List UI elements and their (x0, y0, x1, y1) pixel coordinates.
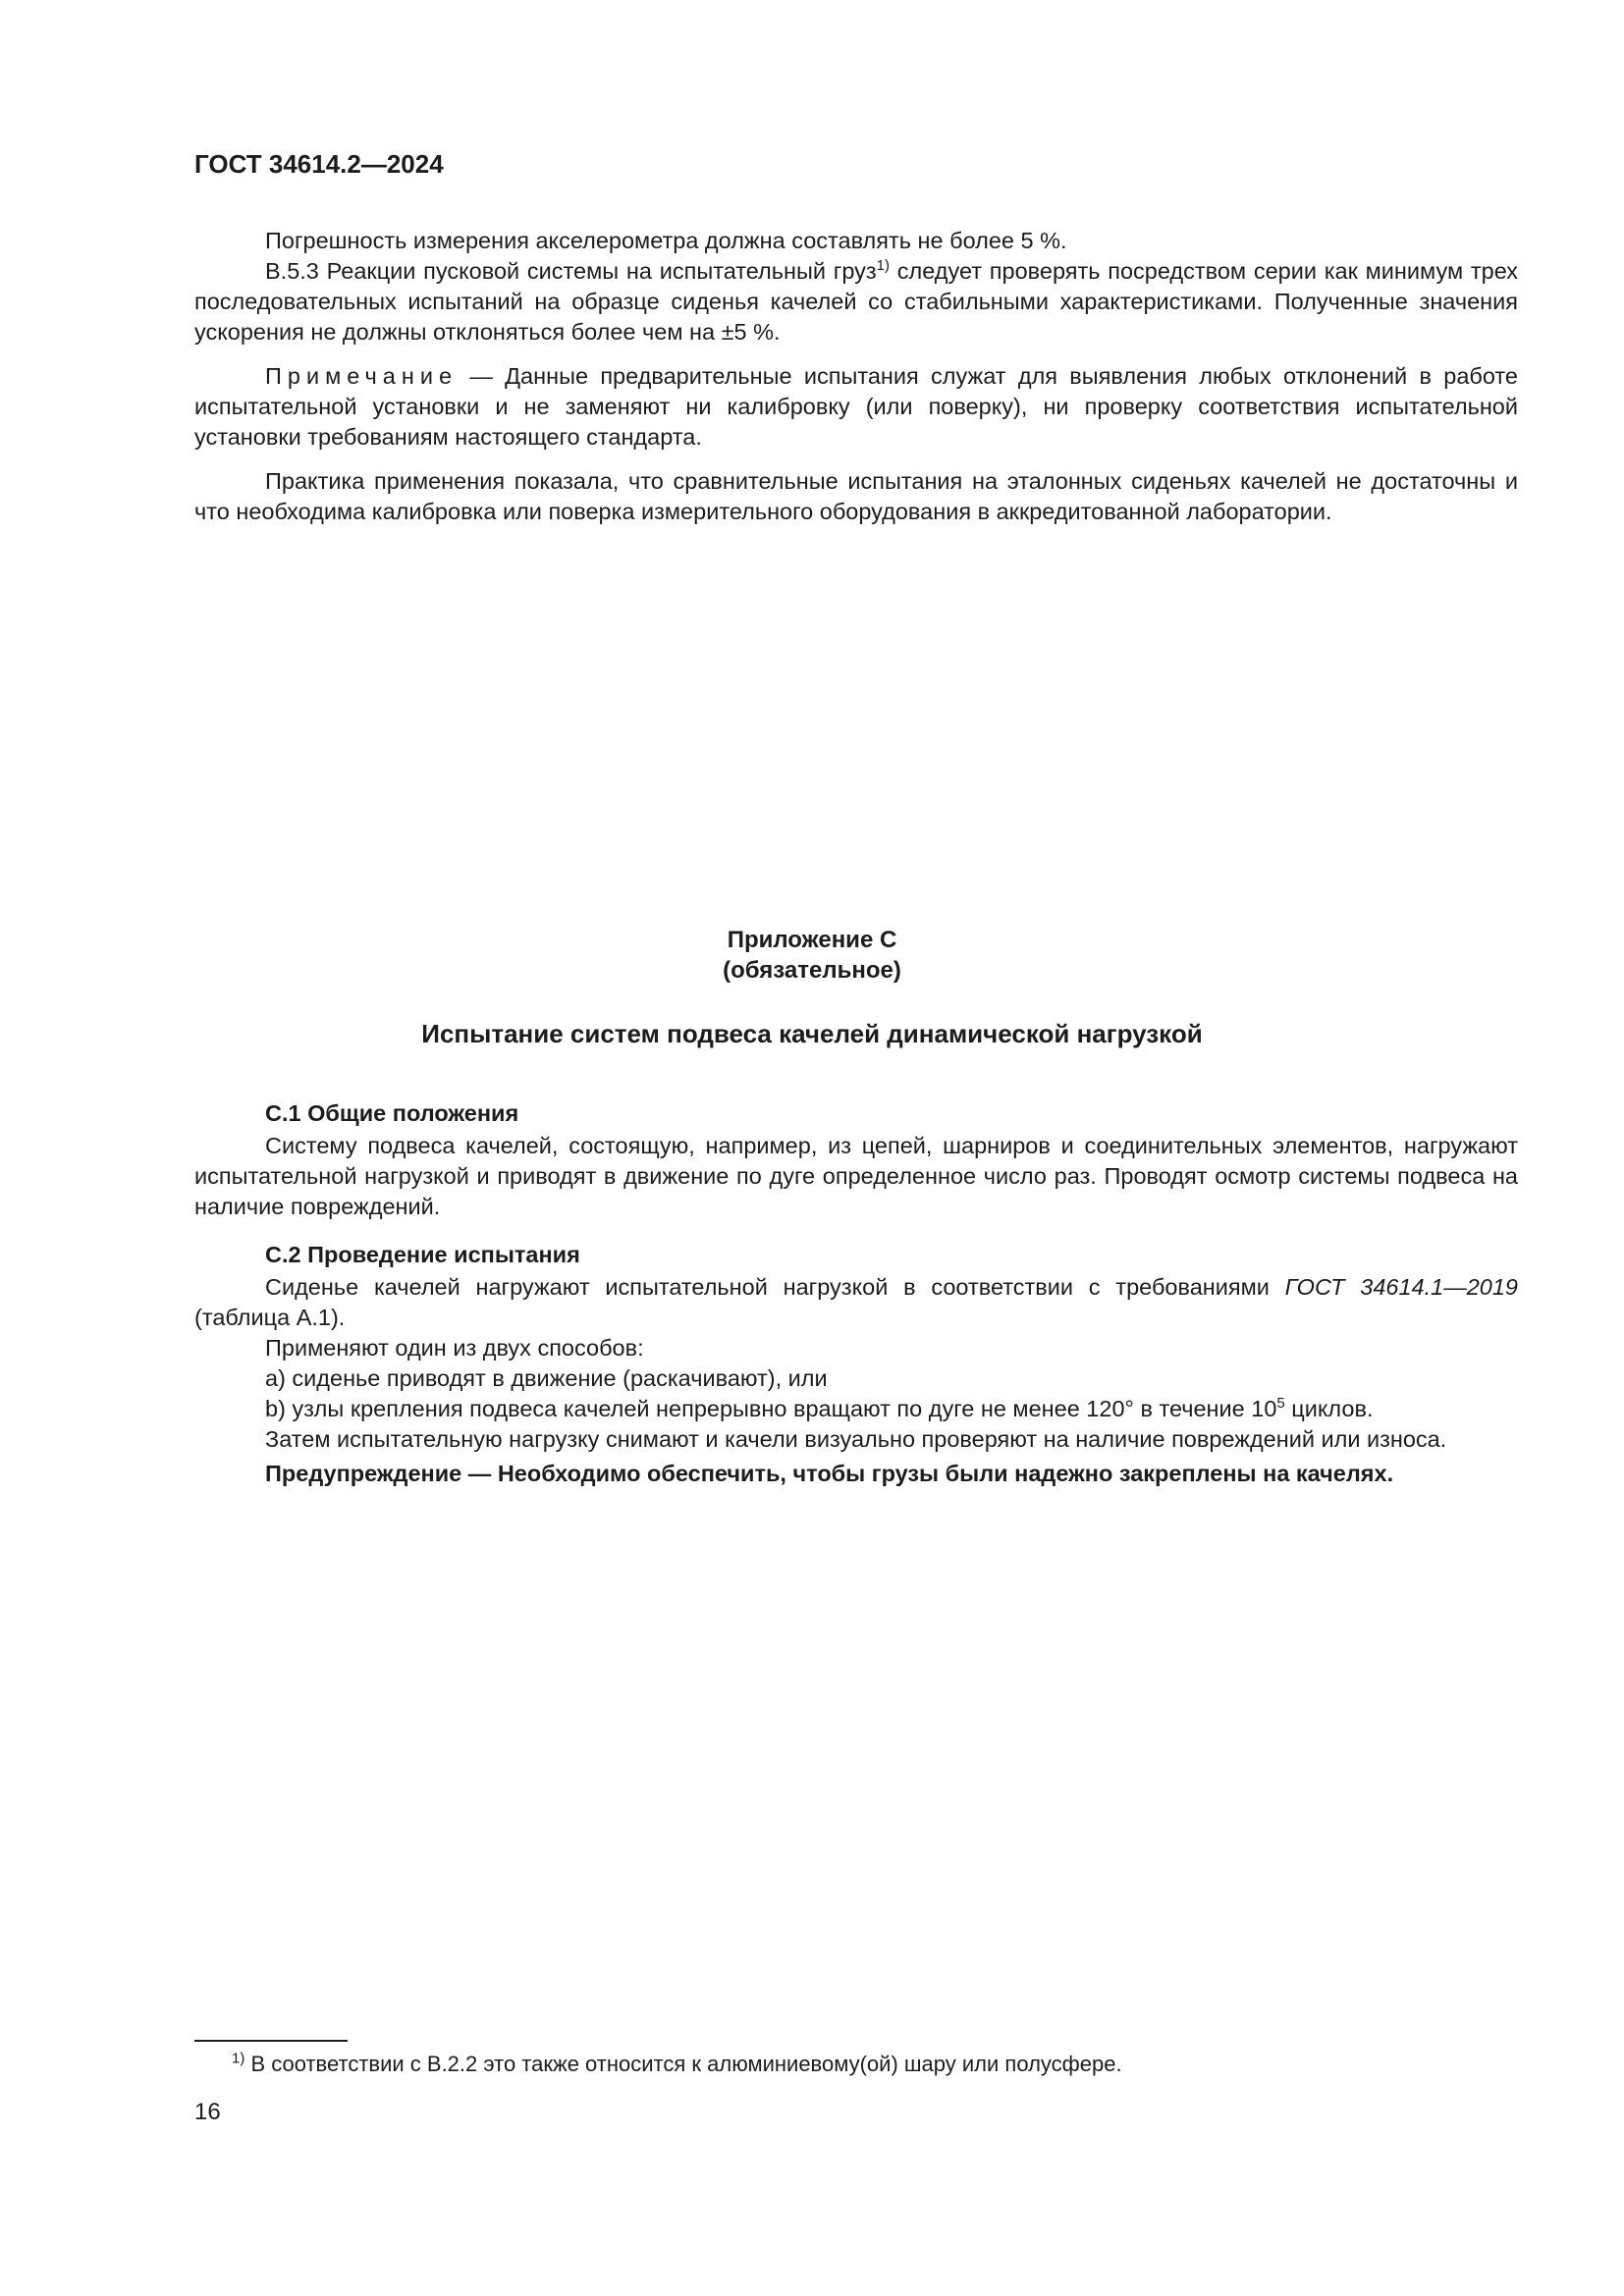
section-c2-table-ref: (таблица А.1). (194, 1305, 346, 1330)
paragraph-practice: Практика применения показала, что сравнительные испытания на эталонных сиденьях качелей не достаточны и что необходима калибровка или поверка измерительного оборудования в аккредитованной лаборатории. (194, 468, 1518, 524)
section-c1-heading: С.1 Общие положения (265, 1100, 519, 1126)
method-item-b (265, 1394, 1373, 1424)
section-c1-text: Систему подвеса качелей, состоящую, например, из цепей, шарниров и соединительных элементов, нагружают испытательной нагрузкой и приводят в движение по дуге определенное число раз. Проводят осмотр системы подвеса на наличие повреждений. (194, 1133, 1518, 1219)
footnote (232, 2050, 1122, 2079)
cycles-exponent: 5 (1276, 1395, 1285, 1413)
annex-title: Приложение С (727, 927, 897, 953)
paragraph-b53 (194, 256, 1518, 347)
method-item-a: а) сиденье приводят в движение (раскачивают), или (265, 1365, 828, 1391)
footnote-marker: 1) (232, 2050, 245, 2067)
paragraph-b53-continuation: следует проверять посредством серии как минимум трех последовательных испытаний на образце сиденья качелей со стабильными характеристиками. Полученные значения ускорения не должны отклоняться более чем на ±5 %. (194, 258, 1518, 345)
method-item-b-end: циклов. (1284, 1396, 1374, 1421)
footnote-reference: 1) (876, 257, 891, 275)
footnote-divider (194, 2040, 348, 2042)
note-label: Примечание (265, 363, 459, 389)
section-c2-text: Сиденье качелей нагружают испытательной нагрузкой в соответствии с требованиями (265, 1274, 1285, 1300)
warning-text: Предупреждение — Необходимо обеспечить, чтобы грузы были надежно закреплены на качелях. (265, 1461, 1394, 1486)
page-number: 16 (194, 2099, 221, 2125)
document-code-header: ГОСТ 34614.2—2024 (194, 149, 444, 179)
note-paragraph (194, 361, 1518, 453)
paragraph-b53-text: В.5.3 Реакции пусковой системы на испытательный груз (265, 258, 877, 284)
footnote-text: В соответствии с В.2.2 это также относится к алюминиевому(ой) шару или полусфере. (244, 2052, 1122, 2076)
note-text: — Данные предварительные испытания служат для выявления любых отклонений в работе испытательной установки и не заменяют ни калибровку (или поверку), ни проверку соответствия испытательной установки требованиям настоящего стандарта. (194, 363, 1518, 450)
section-c2-heading: С.2 Проведение испытания (265, 1242, 580, 1267)
paragraph-accelerometer-error: Погрешность измерения акселерометра должна составлять не более 5 %. (265, 228, 1067, 253)
inspection-text: Затем испытательную нагрузку снимают и качели визуально проверяют на наличие повреждений или износа. (265, 1426, 1447, 1452)
methods-intro: Применяют один из двух способов: (265, 1335, 644, 1361)
standard-reference: ГОСТ 34614.1—2019 (1284, 1274, 1518, 1300)
annex-status: (обязательное) (723, 957, 901, 984)
annex-heading: Испытание систем подвеса качелей динамической нагрузкой (421, 1019, 1203, 1048)
section-c2-paragraph (194, 1272, 1518, 1333)
method-item-b-text: b) узлы крепления подвеса качелей непрерывно вращают по дуге не менее 120° в течение 10 (265, 1396, 1277, 1421)
